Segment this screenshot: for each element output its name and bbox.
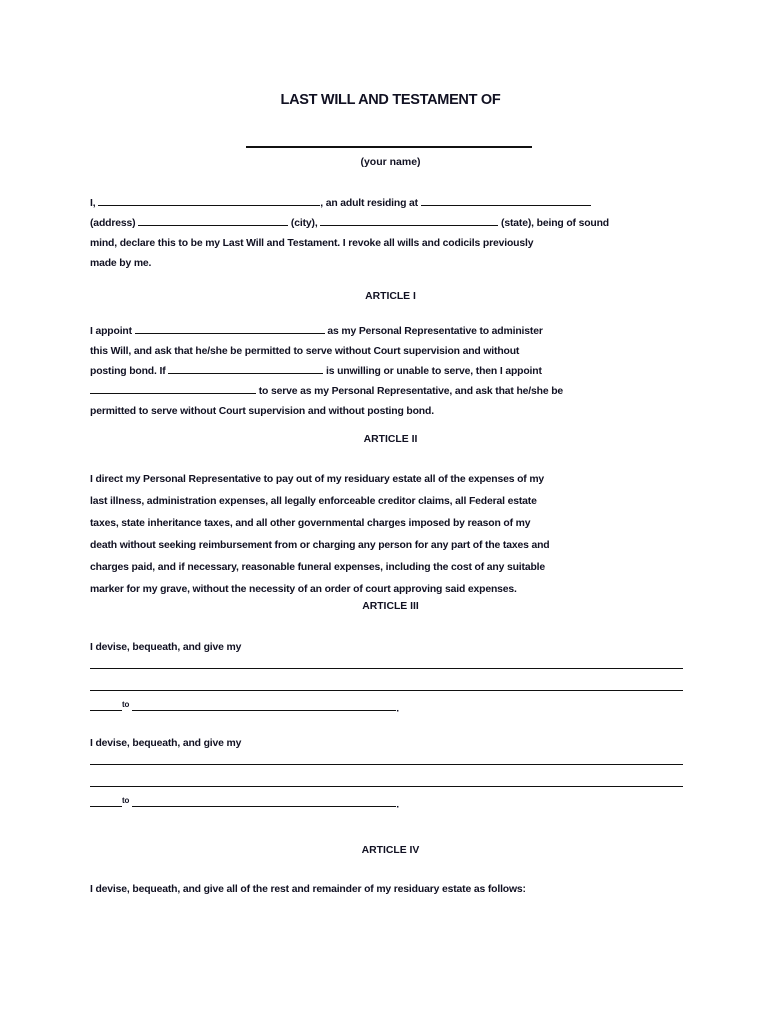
- intro-text: , an adult residing at: [320, 198, 421, 209]
- to-label: to: [122, 796, 130, 805]
- intro-text: mind, declare this to be my Last Will and Testament. I revoke all wills and codicils previously: [90, 238, 534, 249]
- bequest-2-recipient-row: [90, 791, 680, 811]
- article-text: charges paid, and if necessary, reasonable funeral expenses, including the cost of any suitable: [90, 562, 546, 573]
- document-title: LAST WILL AND TESTAMENT OF: [280, 92, 501, 108]
- address-blank[interactable]: [421, 194, 591, 206]
- testator-name-blank[interactable]: [98, 194, 320, 206]
- alternate-representative-blank[interactable]: [90, 382, 256, 394]
- testator-name-field[interactable]: [246, 146, 532, 148]
- article-text: posting bond. If: [90, 366, 169, 377]
- to-label: to: [122, 700, 130, 709]
- bequest-2-blank-short[interactable]: [90, 795, 122, 807]
- representative-name-blank[interactable]: [168, 362, 323, 374]
- bequest-1-recipient-row: [90, 695, 680, 715]
- article-text: to serve as my Personal Representative, and ask that he/she be: [256, 386, 564, 397]
- article-text: I appoint: [90, 326, 135, 337]
- article-iv-text: I devise, bequeath, and give all of the rest and remainder of my residuary estate as follows:: [90, 884, 526, 895]
- article-text: taxes, state inheritance taxes, and all other governmental charges imposed by reason of my: [90, 518, 531, 529]
- article-text: this Will, and ask that he/she be permitted to serve without Court supervision and without: [90, 346, 520, 357]
- article-iii-heading: ARTICLE III: [362, 601, 419, 612]
- article-ii-heading: ARTICLE II: [363, 434, 418, 445]
- state-blank[interactable]: [320, 214, 498, 226]
- bequest-1-item-line-2[interactable]: [90, 690, 683, 691]
- intro-text: made by me.: [90, 258, 152, 269]
- bequest-1-recipient-blank[interactable]: [132, 699, 396, 711]
- article-text: I direct my Personal Representative to pay out of my residuary estate all of the expenses of my: [90, 474, 545, 485]
- bequest-1-blank-short[interactable]: [90, 699, 122, 711]
- intro-text: I,: [90, 198, 99, 209]
- bequest-1-lead: I devise, bequeath, and give my: [90, 642, 242, 653]
- intro-text: (address): [90, 218, 139, 229]
- personal-representative-blank[interactable]: [135, 322, 325, 334]
- period: .: [396, 703, 400, 715]
- name-caption: (your name): [360, 156, 421, 168]
- bequest-2-recipient-blank[interactable]: [132, 795, 396, 807]
- article-i-heading: ARTICLE I: [365, 291, 416, 302]
- bequest-2-item-line-1[interactable]: [90, 764, 683, 765]
- bequest-2-lead: I devise, bequeath, and give my: [90, 738, 242, 749]
- bequest-1-item-line-1[interactable]: [90, 668, 683, 669]
- city-blank[interactable]: [138, 214, 288, 226]
- article-i-paragraph: [90, 322, 680, 422]
- article-iv-heading: ARTICLE IV: [361, 845, 420, 856]
- article-text: marker for my grave, without the necessity of an order of court approving said expenses.: [90, 584, 517, 595]
- intro-paragraph: [90, 194, 680, 274]
- intro-text: (state), being of sound: [498, 218, 610, 229]
- intro-text: (city),: [288, 218, 321, 229]
- article-text: last illness, administration expenses, all legally enforceable creditor claims, all Federal estate: [90, 496, 537, 507]
- bequest-2-item-line-2[interactable]: [90, 786, 683, 787]
- article-ii-paragraph: [90, 469, 680, 601]
- article-text: permitted to serve without Court supervision and without posting bond.: [90, 406, 434, 417]
- article-text: is unwilling or unable to serve, then I appoint: [323, 366, 542, 377]
- article-text: death without seeking reimbursement from or charging any person for any part of the taxes and: [90, 540, 550, 551]
- period: .: [396, 799, 400, 811]
- article-text: as my Personal Representative to administer: [324, 326, 543, 337]
